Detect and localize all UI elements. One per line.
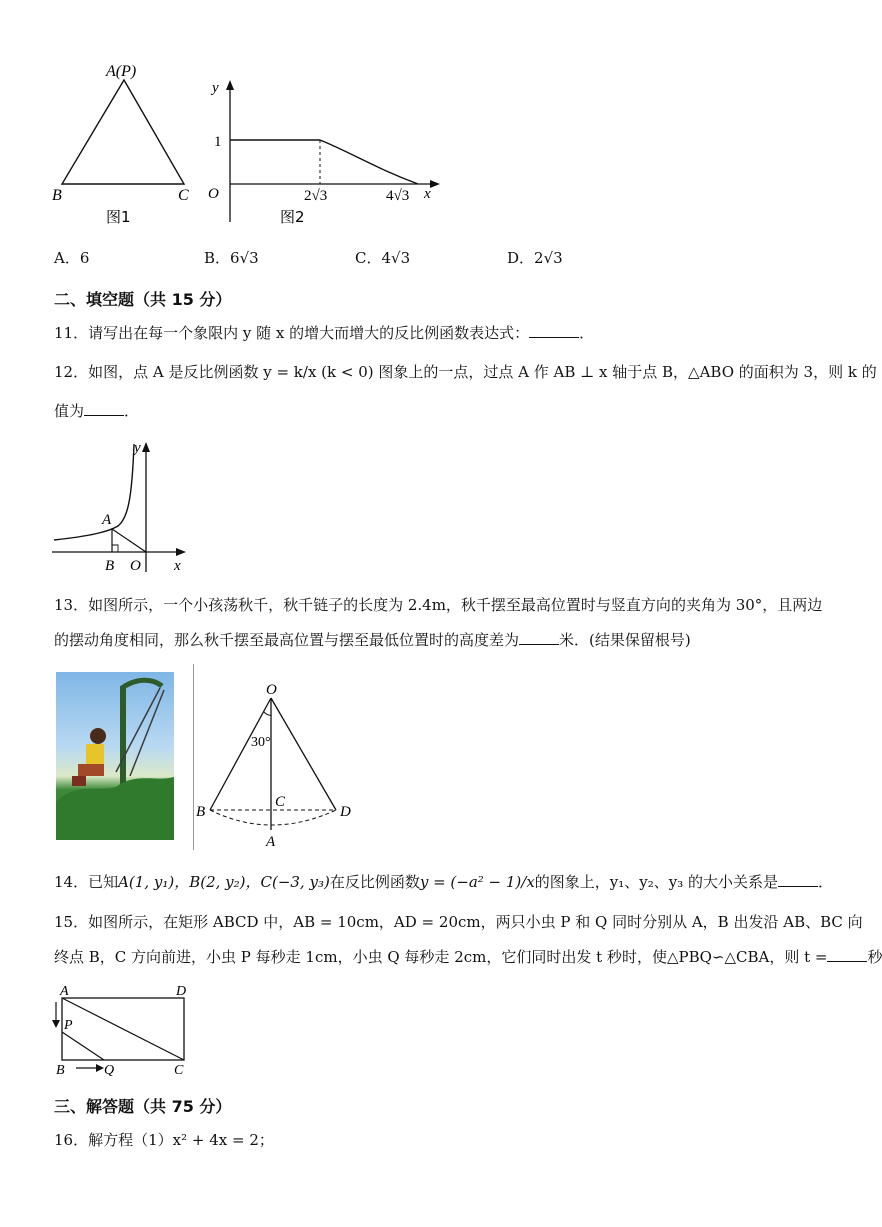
q11-tail: ． <box>579 324 595 342</box>
q13-tail: 米．(结果保留根号) <box>559 631 691 649</box>
q14-points: A(1, y₁)，B(2, y₂)，C(−3, y₃) <box>118 873 330 891</box>
fig1-left-label: B <box>52 187 62 204</box>
choice-c-letter: C． <box>355 249 382 267</box>
choice-d-letter: D． <box>507 249 535 267</box>
q15-fig-d: D <box>176 984 187 999</box>
figure-divider <box>193 664 194 850</box>
q12-fig-a: A <box>102 512 112 528</box>
q15-fig-p: P <box>64 1018 73 1033</box>
swing-illustration <box>56 672 174 840</box>
choice-c-text: 4√3 <box>381 249 411 267</box>
q13-line-1: 13．如图所示，一个小孩荡秋千，秋千链子的长度为 2.4m，秋千摆至最高位置时与竖直方向的夹角为 30°，且两边 <box>54 596 823 614</box>
fig2-origin: O <box>208 186 219 202</box>
choice-b-letter: B． <box>204 249 231 267</box>
q12-line-2 <box>54 401 139 421</box>
fig2-y-tick: 1 <box>214 134 222 150</box>
q14 <box>54 872 833 892</box>
choice-a <box>54 248 89 268</box>
q15-answer-blank <box>827 947 867 962</box>
choice-a-text: 6 <box>79 249 90 267</box>
fig2-x-tick-1: 2√3 <box>304 188 328 204</box>
fig2-caption: 图2 <box>280 208 305 226</box>
choice-b <box>204 248 259 268</box>
q15-line-1: 15．如图所示，在矩形 ABCD 中，AB = 10cm，AD = 20cm，两只小虫 P 和 Q 同时分别从 A，B 出发沿 AB、BC 向 <box>54 913 863 931</box>
fig2-x-tick-2: 4√3 <box>386 188 410 204</box>
section-2-title: 二、填空题（共 15 分） <box>54 290 232 309</box>
swing-photo <box>56 672 174 840</box>
q12-answer-blank <box>84 401 124 416</box>
q15-line-2-text: 终点 B，C 方向前进，小虫 P 每秒走 1cm，小虫 Q 每秒走 2cm，它们同时出发 t 秒时，使△PBQ∽△CBA，则 t = <box>54 948 828 966</box>
q12-fig-y: y <box>134 440 141 456</box>
fig2-y-label: y <box>212 80 219 96</box>
choice-c <box>355 248 410 268</box>
q13-fig-angle: 30° <box>251 735 271 750</box>
q14-mid: 在反比例函数 <box>329 873 420 891</box>
q13-line-2-text: 的摆动角度相同，那么秋千摆至最高位置与摆至最低位置时的高度差为 <box>54 631 520 649</box>
q12-line-2-text: 值为 <box>54 402 85 420</box>
q11 <box>54 323 594 343</box>
figure-1-triangle <box>48 58 198 228</box>
fig2-x-label: x <box>424 186 431 202</box>
q14-func: y = (−a² − 1)/x <box>419 873 535 891</box>
q12-fig-b: B <box>105 558 115 574</box>
q12-line-1: 12．如图，点 A 是反比例函数 y = k/x (k < 0) 图象上的一点，过点 A 作 AB ⊥ x 轴于点 B，△ABO 的面积为 3，则 k 的 <box>54 363 877 381</box>
q11-text: 11．请写出在每一个象限内 y 随 x 的增大而增大的反比例函数表达式： <box>54 324 530 342</box>
figure-2-graph <box>200 72 450 228</box>
q15-tail: 秒 <box>867 948 882 966</box>
q14-rest: 的图象上，y₁、y₂、y₃ 的大小关系是 <box>534 873 779 891</box>
q13-fig-a: A <box>266 834 276 850</box>
q11-answer-blank <box>529 323 579 338</box>
q15-fig-b: B <box>56 1063 65 1078</box>
q14-tail: ． <box>818 873 834 891</box>
choice-a-letter: A． <box>54 249 80 267</box>
section-3-title: 三、解答题（共 75 分） <box>54 1097 232 1116</box>
q12-figure <box>50 436 200 576</box>
q13-figure <box>196 680 366 852</box>
choice-d-text: 2√3 <box>534 249 563 267</box>
fig1-right-label: C <box>178 187 189 204</box>
q13-answer-blank <box>519 630 559 645</box>
q12-tail: ． <box>124 402 140 420</box>
q13-fig-o: O <box>266 682 277 698</box>
q15-fig-q: Q <box>104 1063 115 1078</box>
q15-fig-c: C <box>174 1063 184 1078</box>
fig1-caption: 图1 <box>106 208 131 226</box>
q12-fig-x: x <box>174 558 181 574</box>
fig1-apex-label: A(P) <box>106 63 137 80</box>
q16: 16．解方程（1）x² + 4x = 2； <box>54 1131 274 1149</box>
choice-d <box>507 248 563 268</box>
q14-answer-blank <box>778 872 818 887</box>
q15-line-2 <box>54 947 882 967</box>
q13-fig-c: C <box>275 794 286 810</box>
choice-b-text: 6√3 <box>230 249 259 267</box>
q15-figure <box>50 982 200 1078</box>
q14-lead: 14．已知 <box>54 873 119 891</box>
q13-fig-b: B <box>196 804 206 820</box>
q15-fig-a: A <box>60 984 69 999</box>
q13-fig-d: D <box>340 804 351 820</box>
q13-line-2 <box>54 630 691 650</box>
q12-fig-o: O <box>130 558 141 574</box>
